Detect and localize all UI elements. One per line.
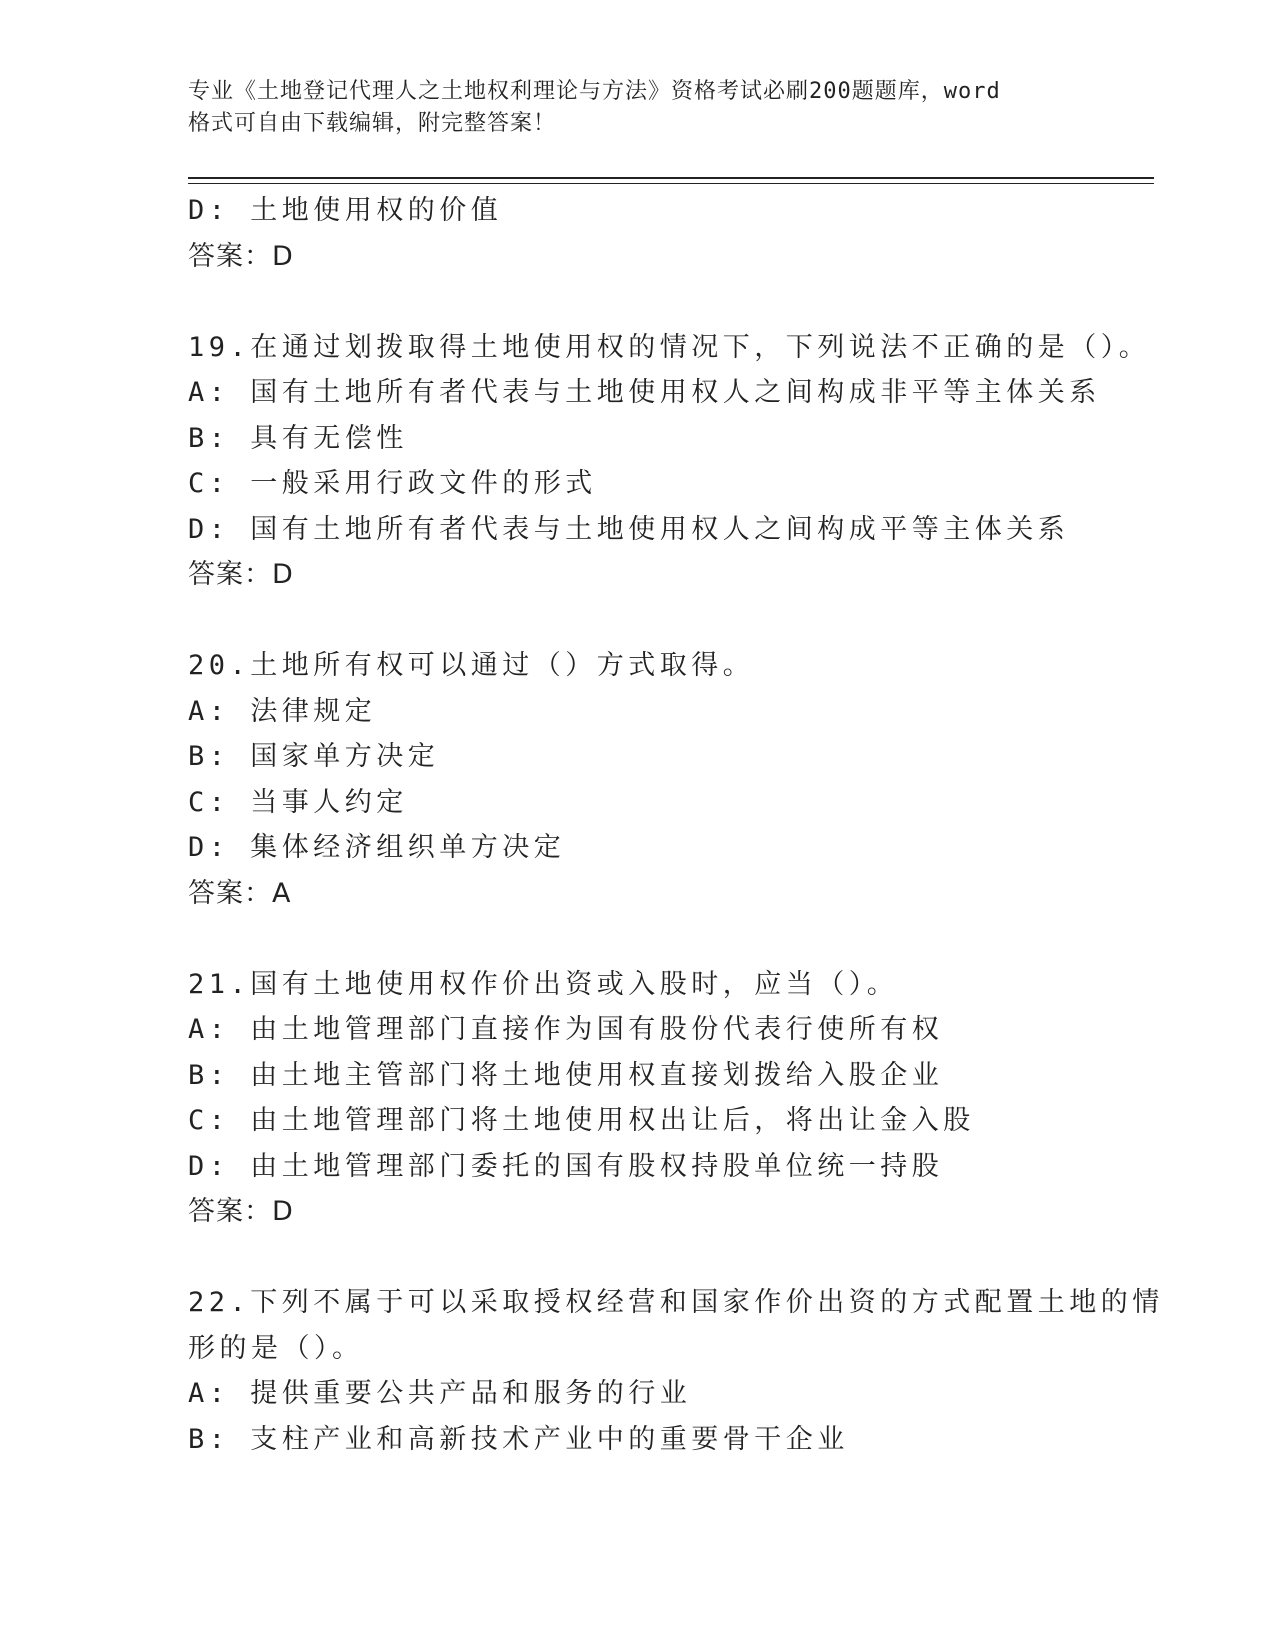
option-b: B: 国家单方决定 bbox=[188, 741, 440, 772]
option-a: A: 提供重要公共产品和服务的行业 bbox=[188, 1378, 692, 1409]
document-body bbox=[188, 188, 1164, 1462]
option-c: C: 当事人约定 bbox=[188, 786, 408, 818]
answer: 答案：D bbox=[188, 240, 294, 272]
spacer bbox=[188, 598, 1088, 644]
option-b: B: 由土地主管部门将土地使用权直接划拨给入股企业 bbox=[188, 1059, 944, 1091]
document-header bbox=[188, 76, 1088, 140]
option-b: B: 具有无偿性 bbox=[188, 422, 408, 454]
spacer bbox=[188, 916, 1088, 962]
header-divider-thick bbox=[188, 177, 1154, 179]
option-c: C: 由土地管理部门将土地使用权出让后，将出让金入股 bbox=[188, 1105, 975, 1136]
option-b: B: 支柱产业和高新技术产业中的重要骨干企业 bbox=[188, 1423, 849, 1455]
spacer bbox=[188, 279, 1088, 325]
question-22-line-2: 形的是（）。 bbox=[188, 1332, 364, 1364]
option-d: D: 土地使用权的价值 bbox=[188, 195, 503, 226]
question-21: 21.国有土地使用权作价出资或入股时，应当（）。 bbox=[188, 968, 899, 1000]
question-22-line-1: 22.下列不属于可以采取授权经营和国家作价出资的方式配置土地的情 bbox=[188, 1287, 1164, 1318]
header-line-2: 格式可自由下载编辑，附完整答案！ bbox=[188, 111, 557, 136]
header-divider-thin bbox=[188, 183, 1154, 184]
answer: 答案：D bbox=[188, 559, 294, 590]
answer: 答案：A bbox=[188, 877, 292, 909]
option-d: D: 国有土地所有者代表与土地使用权人之间构成平等主体关系 bbox=[188, 513, 1070, 545]
question-19: 19.在通过划拨取得土地使用权的情况下，下列说法不正确的是（）。 bbox=[188, 331, 1151, 363]
option-d: D: 由土地管理部门委托的国有股权持股单位统一持股 bbox=[188, 1150, 944, 1182]
option-d: D: 集体经济组织单方决定 bbox=[188, 832, 566, 863]
option-a: A: 法律规定 bbox=[188, 695, 377, 727]
question-20: 20.土地所有权可以通过（）方式取得。 bbox=[188, 650, 755, 681]
option-a: A: 国有土地所有者代表与土地使用权人之间构成非平等主体关系 bbox=[188, 377, 1101, 408]
spacer bbox=[188, 1235, 1088, 1281]
answer: 答案：D bbox=[188, 1196, 294, 1227]
header-line-1: 专业《土地登记代理人之土地权利理论与方法》资格考试必刷200题题库，word bbox=[188, 79, 1001, 104]
option-a: A: 由土地管理部门直接作为国有股份代表行使所有权 bbox=[188, 1014, 944, 1045]
option-c: C: 一般采用行政文件的形式 bbox=[188, 468, 597, 499]
